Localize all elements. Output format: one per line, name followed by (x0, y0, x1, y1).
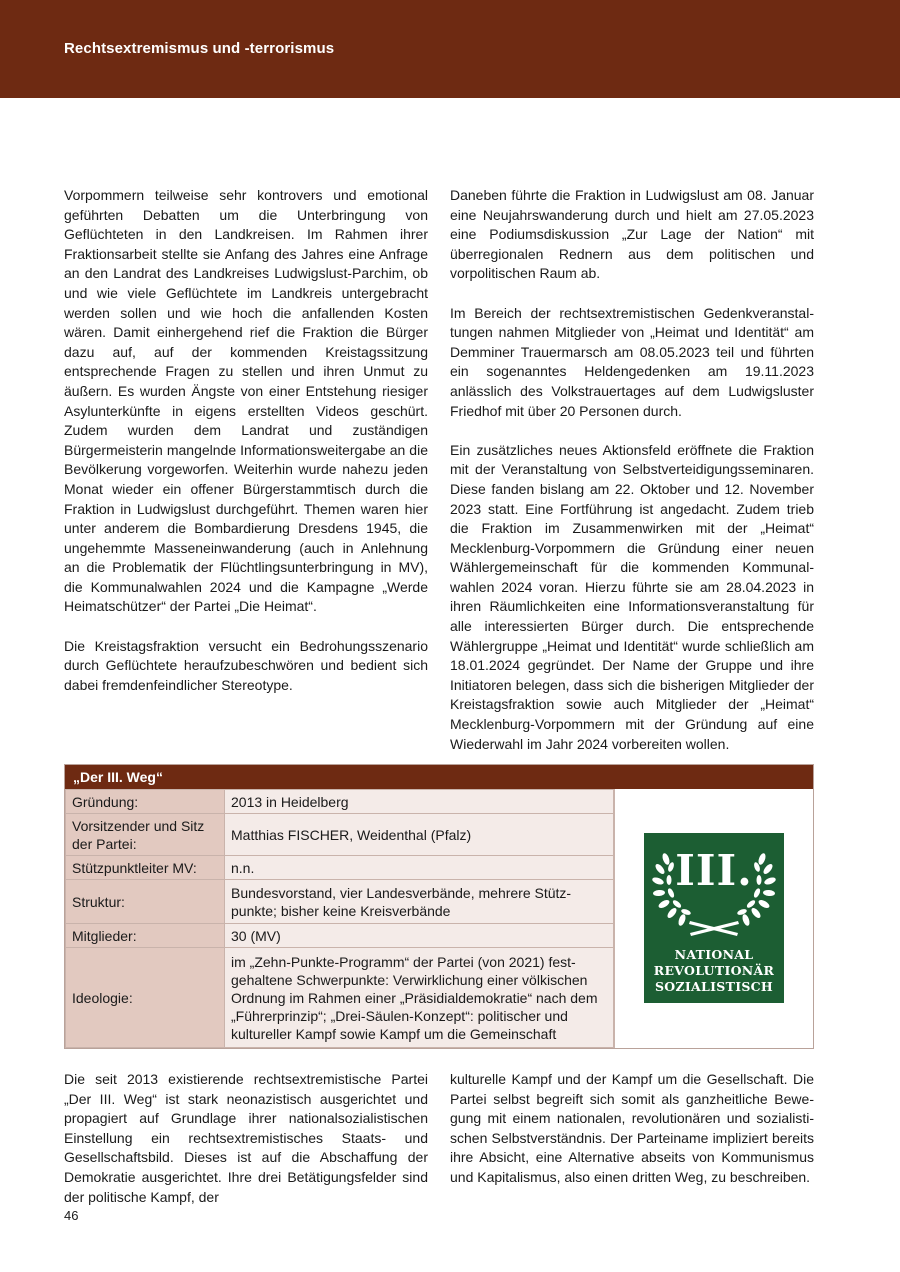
page-number: 46 (64, 1208, 79, 1223)
profile-table (65, 789, 614, 1048)
logo-numeral: III. (675, 846, 753, 895)
table-row (66, 790, 614, 814)
body-column-left-top (64, 186, 428, 695)
body-column-left-bottom (64, 1070, 428, 1207)
logo-line: NATIONAL (674, 947, 754, 962)
row-value: Matthias FISCHER, Weidenthal (Pfalz) (225, 814, 614, 856)
body-paragraph: Daneben führte die Fraktion in Ludwigslust am 08. Januar eine Neujahrswanderung durch und hielt am 27.05.2023 eine Podiumsdiskussion „Zur Lage der Nation“ mit überregionalen Rednern aus dem politischen und vorpolitischen Raum ab. (450, 187, 814, 282)
logo-line: REVOLUTIONÄR (653, 963, 775, 978)
row-key: Stützpunktleiter MV: (66, 856, 225, 880)
logo-line: SOZIALISTISCH (654, 979, 774, 994)
table-row (66, 856, 614, 880)
body-column-right-bottom (450, 1070, 814, 1188)
body-paragraph: Ein zusätzliches neues Aktionsfeld eröffnete die Fraktion mit der Veranstaltung von Selbstverteidigungsseminaren. Diese fanden bislang am 22. Oktober und 12. November 2023 statt. Eine Fortführung ist angedacht. Zudem trieb die Fraktion im Zusammenwirken mit der „Heimat“ Mecklenburg-Vorpommern die Gründung einer neuen Wählergemeinschaft für die kommenden Kommunalwahlen 2024 voran. Hierzu führte sie am 28.04.2023 in ihren Räumlichkeiten eine Informationsveranstaltung für alle interessierten Bürger durch. Die entsprechende Wählergruppe „Heimat und Identität“ wurde schließlich am 18.01.2024 gegründet. Der Name der Gruppe und ihre Initiatoren belegen, dass sich die bisherigen Mitglieder der Kreistagsfraktion sowie auch Mitglieder der „Heimat“ Mecklenburg-Vorpommern mit der Gründung auf eine Wiederwahl im Jahr 2024 vorbereiten wollen. (450, 441, 814, 752)
body-paragraph: Die seit 2013 existierende rechtsextremistische Partei „Der III. Weg“ ist stark neonazistisch ausgerichtet und propagiert auf Grundlage ihrer nationalsozialistischen Einstellung ein rechtsextremistisches Staats- und Gesellschaftsbild. Dieses ist auf die Abschaffung der Demokratie ausgerichtet. Ihre drei Betätigungsfelder sind der politische Kampf, der (64, 1071, 428, 1205)
logo-area (614, 789, 813, 1048)
row-value: 30 (MV) (225, 924, 614, 948)
header-band (0, 0, 900, 98)
table-row (66, 948, 614, 1048)
section-title: Rechtsextremismus und -terrorismus (64, 40, 335, 57)
body-paragraph: Vorpommern teilweise sehr kontrovers und emotional geführten Debatten um die Unterbringung von Geflüchteten in den Landkreisen. Im Rahmen ihrer Fraktionsarbeit stellte sie Anfang des Jahres eine Anfrage an den Landrat des Landkreises Ludwigslust-Parchim, ob und wie viele Geflüchtete im Landkreis untergebracht werden sollen und wie hoch die anfallenden Kosten wären. Damit einhergehend rief die Fraktion die Bürger dazu auf, auf der kommenden Kreistagssitzung entsprechende Fragen zu stellen und ihren Unmut zu äußern. Es wurden Ängste von einer Entstehung riesiger Asylunterkünfte in eigens erstellten Videos geschürt. Zudem wurden dem Landrat und zuständigen Bürgermeisterin mangelnde Informationsweitergabe an die Bevölkerung vorgeworfen. Weiterhin wurde nahezu jeden Monat wieder ein offener Bürgerstammtisch durch die Fraktion in Ludwigslust durchgeführt. Themen waren hier unter anderem die Bombardierung Dresdens 1945, die ungehemmte Masseneinwanderung (auch in Anlehnung an die Problematik der Flüchtlingsunterbringung in MV), die Kommunalwahlen 2024 und die Kampagne „Werde Heimatschützer“ der Partei „Die Heimat“. (64, 187, 428, 615)
row-key: Vorsitzender und Sitz der Partei: (66, 814, 225, 856)
row-key: Gründung: (66, 790, 225, 814)
body-paragraph: Im Bereich der rechtsextremistischen Gedenkveranstaltungen nahmen Mitglieder von „Heimat und Identität“ am Demminer Trauermarsch am 08.05.2023 teil und führten ein sogenanntes Heldengedenken am 19.11.2023 anlässlich des Volkstrauertages auf dem Ludwigsluster Friedhof mit über 20 Personen durch. (450, 304, 814, 419)
row-key: Ideologie: (66, 948, 225, 1048)
row-key: Struktur: (66, 880, 225, 924)
body-column-right-top (450, 186, 814, 754)
body-paragraph: Die Kreistagsfraktion versucht ein Bedrohungsszenario durch Geflüchtete heraufzubeschwören und bedient sich dabei fremdenfeindlicher Stereotype. (64, 637, 428, 693)
row-value: im „Zehn-Punkte-Programm“ der Partei (von 2021) festgehaltene Schwerpunkte: Verwirklichung einer völkischen Ordnung im Rahmen einer „Präsidialdemokratie“ nach dem „Führerprinzip“; „Drei-Säulen-Konzept“: politischer und kultureller Kampf sowie Kampf um die Gemeinschaft (225, 948, 614, 1048)
profile-title: „Der III. Weg“ (65, 765, 813, 789)
table-row (66, 880, 614, 924)
body-paragraph: kulturelle Kampf und der Kampf um die Gesellschaft. Die Partei selbst begreift sich somit als ganzheitliche Bewegung mit einem nationalen, revolutionären und sozialistischen Selbstverständnis. Der Parteiname impliziert bereits ihre Absicht, eine Alternative abseits von Kommunismus und Kapitalismus, also einen dritten Weg, zu beschreiben. (450, 1071, 814, 1185)
row-value: 2013 in Heidelberg (225, 790, 614, 814)
table-row (66, 814, 614, 856)
row-key: Mitglieder: (66, 924, 225, 948)
row-value: Bundesvorstand, vier Landesverbände, mehrere Stützpunkte; bisher keine Kreisverbände (225, 880, 614, 924)
party-logo (644, 833, 784, 1003)
row-value: n.n. (225, 856, 614, 880)
party-profile-box (64, 764, 814, 1049)
table-row (66, 924, 614, 948)
